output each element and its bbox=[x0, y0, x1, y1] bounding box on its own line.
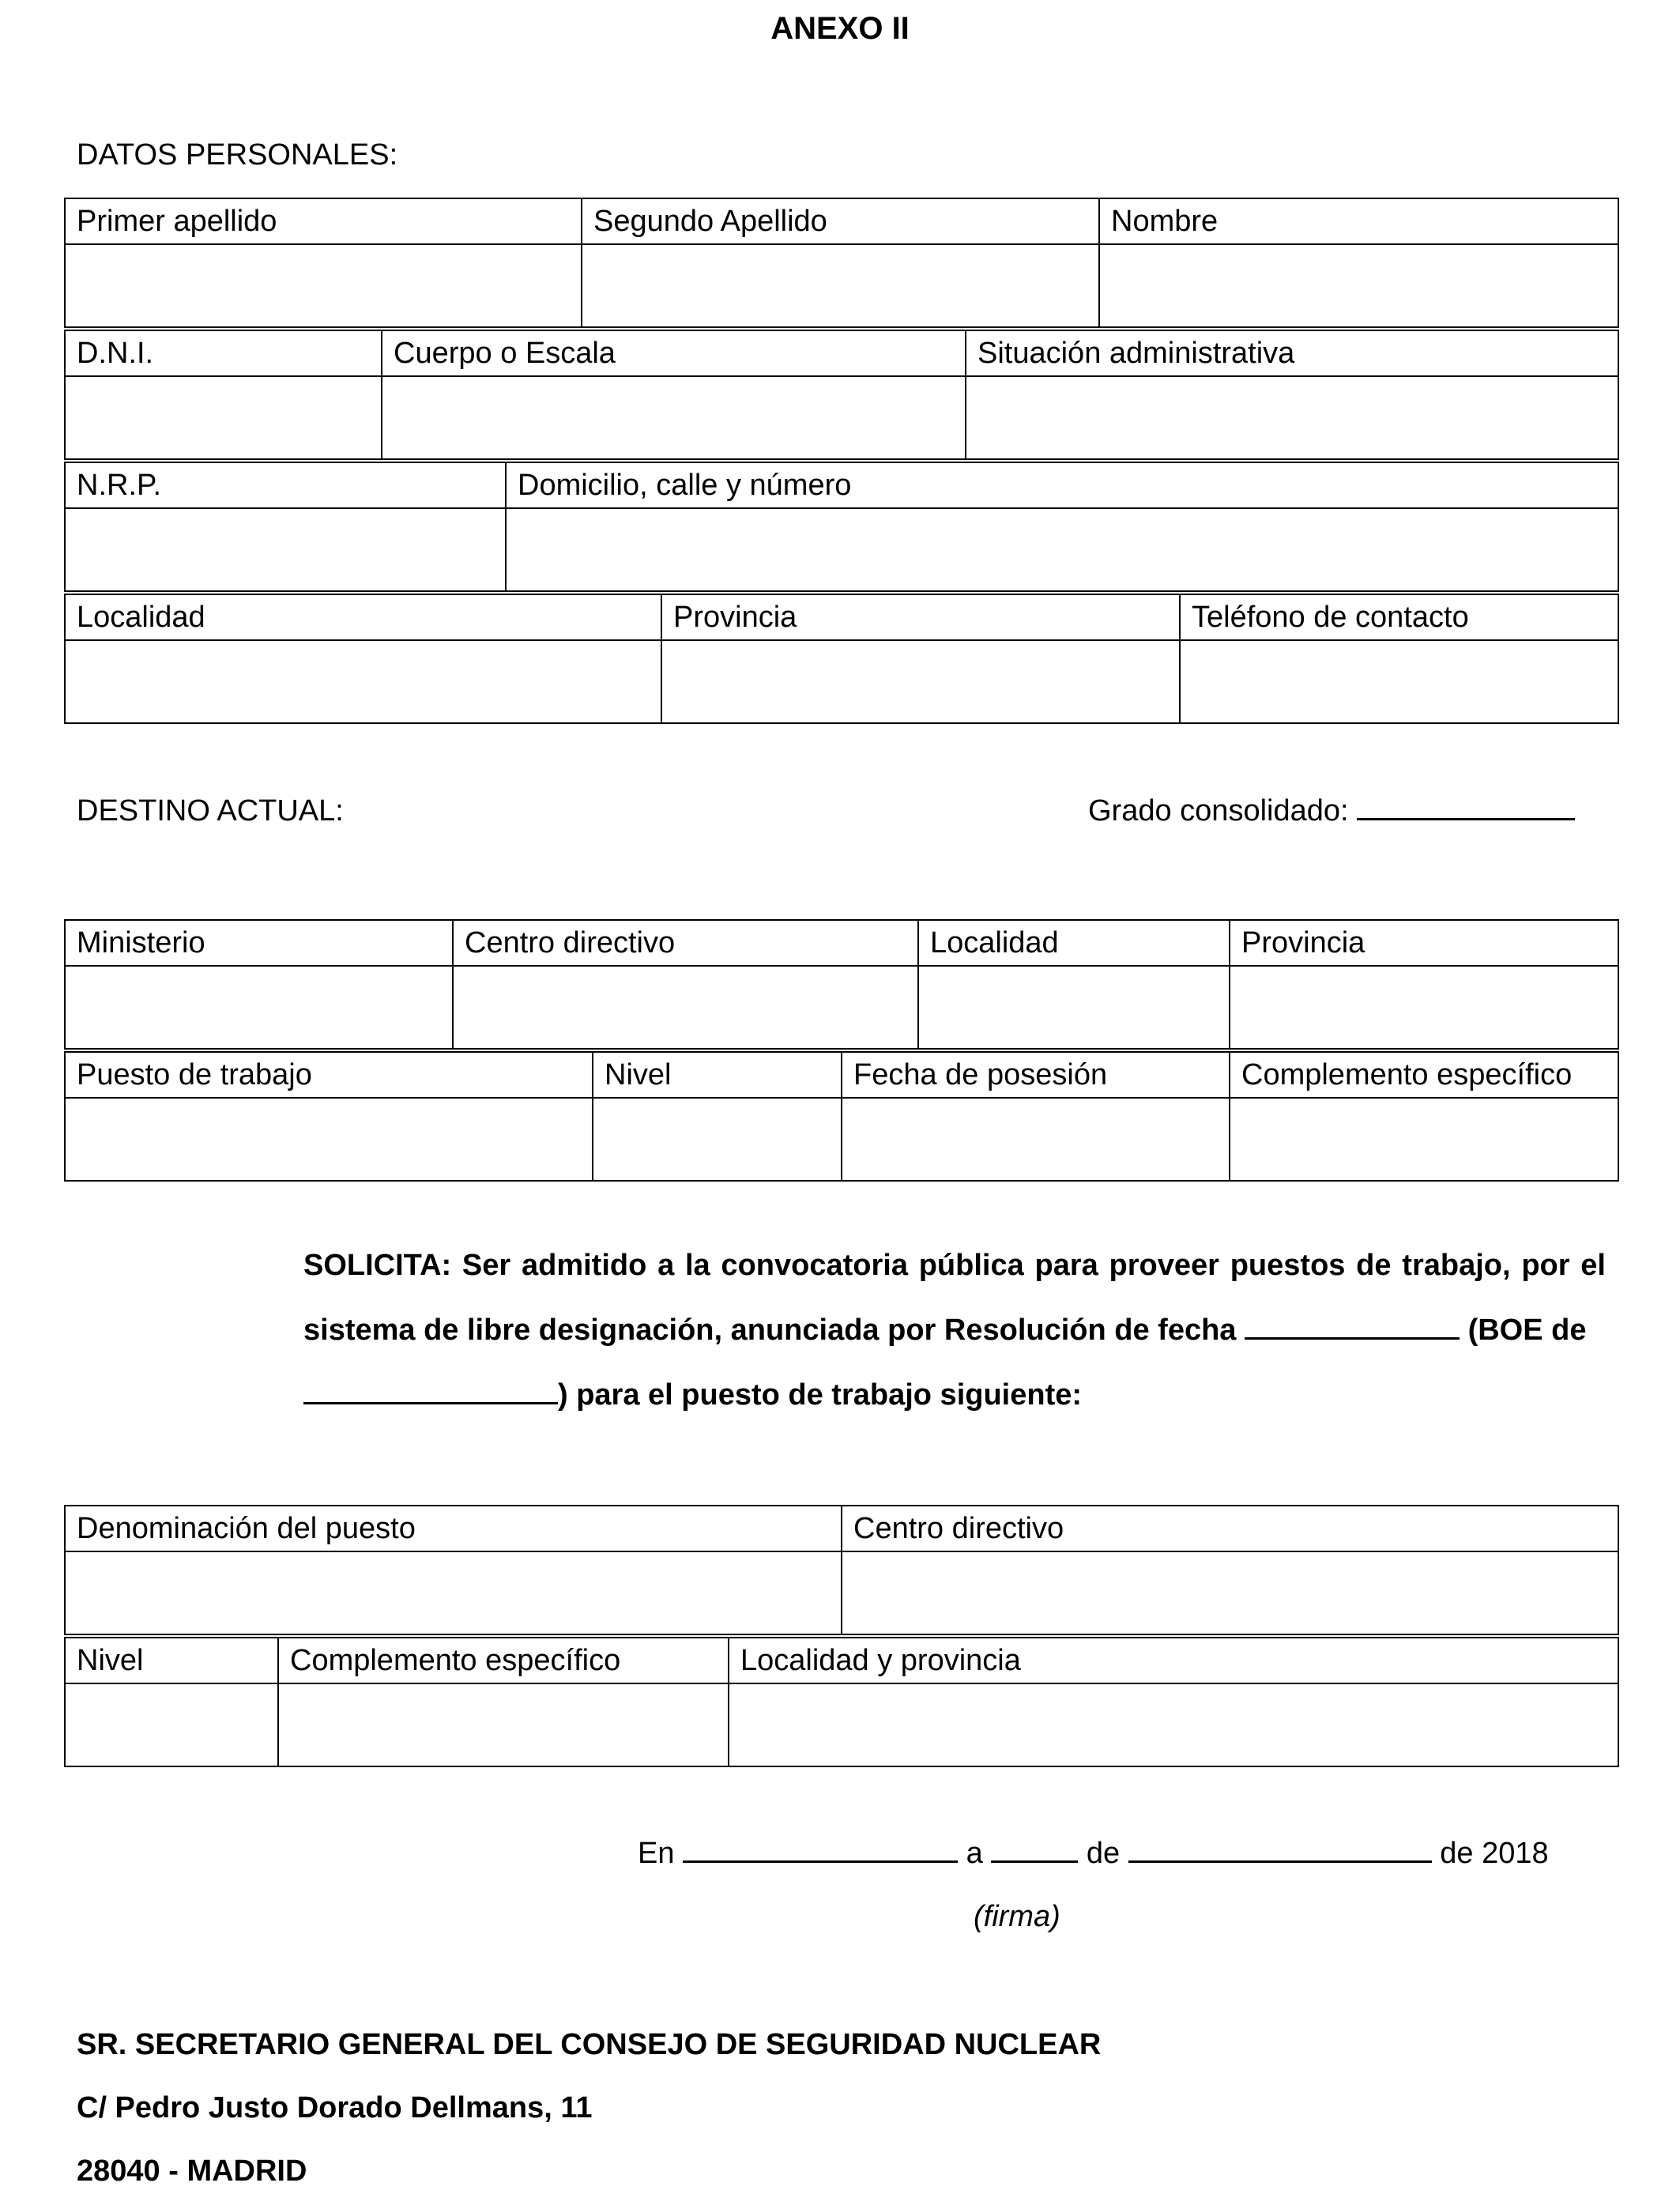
destino-localidad-label: Localidad bbox=[918, 920, 1230, 966]
destino-actual-heading: DESTINO ACTUAL: bbox=[77, 794, 344, 827]
nrp-field[interactable] bbox=[65, 508, 506, 591]
addressee-line-1: SR. SECRETARIO GENERAL DEL CONSEJO DE SEGURIDAD NUCLEAR bbox=[77, 2028, 1102, 2061]
localidad-label: Localidad bbox=[65, 594, 661, 640]
dia-blank[interactable] bbox=[991, 1837, 1078, 1863]
puesto-solicitado-table-1 bbox=[64, 1505, 1619, 1635]
nrp-label: N.R.P. bbox=[65, 462, 506, 508]
solicitado-centro-directivo-label: Centro directivo bbox=[842, 1506, 1618, 1551]
puesto-trabajo-label: Puesto de trabajo bbox=[65, 1052, 593, 1098]
complemento-label: Complemento específico bbox=[1230, 1052, 1618, 1098]
centro-directivo-field[interactable] bbox=[453, 966, 918, 1049]
boe-blank[interactable] bbox=[303, 1378, 558, 1404]
destino-provincia-label: Provincia bbox=[1230, 920, 1618, 966]
destino-table-1 bbox=[64, 919, 1619, 1050]
ministerio-field[interactable] bbox=[65, 966, 453, 1049]
destino-localidad-field[interactable] bbox=[918, 966, 1230, 1049]
situacion-field[interactable] bbox=[966, 376, 1618, 459]
date-line bbox=[638, 1837, 1549, 1871]
addressee-line-2: C/ Pedro Justo Dorado Dellmans, 11 bbox=[77, 2091, 593, 2124]
solicitado-centro-directivo-field[interactable] bbox=[842, 1551, 1618, 1634]
situacion-label: Situación administrativa bbox=[966, 330, 1618, 376]
solicitado-nivel-field[interactable] bbox=[65, 1683, 278, 1766]
nombre-field[interactable] bbox=[1099, 244, 1618, 327]
solicita-text-1: SOLICITA: Ser admitido a la convocatoria pública para proveer puestos de trabajo, por el sistema de libre designación, anunciada por Resolución de fecha bbox=[303, 1249, 1606, 1347]
primer-apellido-label: Primer apellido bbox=[65, 198, 582, 244]
mes-blank[interactable] bbox=[1128, 1837, 1432, 1863]
fecha-posesion-field[interactable] bbox=[842, 1098, 1230, 1181]
telefono-field[interactable] bbox=[1180, 640, 1618, 723]
grado-consolidado-label: Grado consolidado: bbox=[1088, 794, 1349, 827]
primer-apellido-field[interactable] bbox=[65, 244, 582, 327]
datos-personales-table-2 bbox=[64, 330, 1619, 460]
fecha-posesion-label: Fecha de posesión bbox=[842, 1052, 1230, 1098]
provincia-label: Provincia bbox=[661, 594, 1180, 640]
centro-directivo-label: Centro directivo bbox=[453, 920, 918, 966]
cuerpo-escala-field[interactable] bbox=[382, 376, 966, 459]
solicita-paragraph bbox=[303, 1233, 1606, 1427]
date-a-label: a bbox=[966, 1837, 983, 1870]
puesto-trabajo-field[interactable] bbox=[65, 1098, 593, 1181]
datos-personales-table-4 bbox=[64, 594, 1619, 724]
cuerpo-escala-label: Cuerpo o Escala bbox=[382, 330, 966, 376]
nivel-label: Nivel bbox=[593, 1052, 842, 1098]
date-en-label: En bbox=[638, 1837, 675, 1870]
solicitado-complemento-label: Complemento específico bbox=[278, 1638, 729, 1683]
solicitado-nivel-label: Nivel bbox=[65, 1638, 278, 1683]
firma-label: (firma) bbox=[974, 1900, 1060, 1933]
segundo-apellido-label: Segundo Apellido bbox=[582, 198, 1099, 244]
provincia-field[interactable] bbox=[661, 640, 1180, 723]
date-de-label: de bbox=[1086, 1837, 1121, 1870]
denominacion-label: Denominación del puesto bbox=[65, 1506, 842, 1551]
solicitado-complemento-field[interactable] bbox=[278, 1683, 729, 1766]
nivel-field[interactable] bbox=[593, 1098, 842, 1181]
grado-consolidado-blank[interactable] bbox=[1357, 794, 1575, 820]
domicilio-label: Domicilio, calle y número bbox=[506, 462, 1618, 508]
complemento-field[interactable] bbox=[1230, 1098, 1618, 1181]
localidad-provincia-label: Localidad y provincia bbox=[729, 1638, 1618, 1683]
date-year-label: de 2018 bbox=[1440, 1837, 1549, 1870]
grado-consolidado bbox=[1088, 794, 1575, 828]
addressee-line-3: 28040 - MADRID bbox=[77, 2154, 307, 2188]
datos-personales-table-3 bbox=[64, 462, 1619, 592]
lugar-blank[interactable] bbox=[683, 1837, 958, 1863]
destino-table-2 bbox=[64, 1051, 1619, 1182]
puesto-solicitado-table-2 bbox=[64, 1637, 1619, 1767]
localidad-provincia-field[interactable] bbox=[729, 1683, 1618, 1766]
telefono-label: Teléfono de contacto bbox=[1180, 594, 1618, 640]
datos-personales-heading: DATOS PERSONALES: bbox=[77, 138, 398, 172]
datos-personales-table-1 bbox=[64, 198, 1619, 328]
domicilio-field[interactable] bbox=[506, 508, 1618, 591]
segundo-apellido-field[interactable] bbox=[582, 244, 1099, 327]
denominacion-field[interactable] bbox=[65, 1551, 842, 1634]
fecha-resolucion-blank[interactable] bbox=[1245, 1314, 1460, 1340]
solicita-text-2: (BOE de bbox=[1467, 1314, 1587, 1347]
localidad-field[interactable] bbox=[65, 640, 661, 723]
solicita-text-3: ) para el puesto de trabajo siguiente: bbox=[558, 1378, 1083, 1412]
dni-field[interactable] bbox=[65, 376, 382, 459]
nombre-label: Nombre bbox=[1099, 198, 1618, 244]
ministerio-label: Ministerio bbox=[65, 920, 453, 966]
dni-label: D.N.I. bbox=[65, 330, 382, 376]
document-title: ANEXO II bbox=[770, 11, 910, 46]
destino-provincia-field[interactable] bbox=[1230, 966, 1618, 1049]
